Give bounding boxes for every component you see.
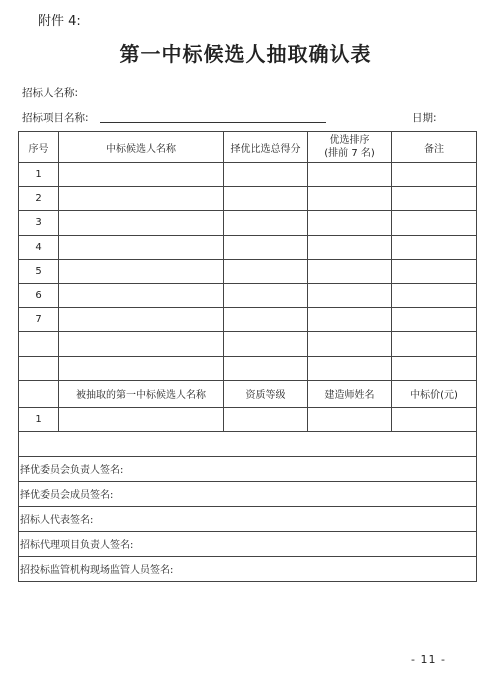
candidate-cell[interactable]: [59, 235, 224, 259]
col-header-drawn-candidate: 被抽取的第一中标候选人名称: [59, 380, 224, 407]
candidate-cell[interactable]: [59, 356, 224, 380]
remark-cell[interactable]: [392, 235, 477, 259]
table-row: [19, 259, 477, 283]
row-number: 2: [19, 187, 59, 211]
table-header-row: [19, 132, 477, 163]
rank-cell[interactable]: [308, 283, 392, 307]
remark-cell[interactable]: [392, 308, 477, 332]
blank-cell: [19, 431, 477, 456]
rank-cell[interactable]: [308, 332, 392, 356]
form-title: 第一中标候选人抽取确认表: [119, 42, 372, 66]
candidate-table: [18, 131, 477, 582]
signature-committee-head[interactable]: 择优委员会负责人签名:: [19, 456, 477, 481]
row-number: 7: [19, 308, 59, 332]
table-row: [19, 211, 477, 235]
remark-cell[interactable]: [392, 332, 477, 356]
col-header-rank-line1: 优选排序: [329, 135, 370, 146]
signature-agency-lead[interactable]: 招标代理项目负责人签名:: [19, 531, 477, 556]
page-number: - 11 -: [411, 653, 446, 666]
row-number: 1: [19, 163, 59, 187]
project-name-underline: [100, 122, 326, 123]
col-header-rank-line2: (排前 7 名): [324, 148, 375, 159]
date-label: 日期:: [412, 112, 437, 124]
col-header-qualification: 资质等级: [224, 380, 308, 407]
score-cell[interactable]: [224, 308, 308, 332]
table-row: [19, 283, 477, 307]
row-number: 4: [19, 235, 59, 259]
remark-cell[interactable]: [392, 163, 477, 187]
rank-cell[interactable]: [308, 259, 392, 283]
rank-cell[interactable]: [308, 187, 392, 211]
candidate-cell[interactable]: [59, 211, 224, 235]
table-row-empty: [19, 332, 477, 356]
rank-cell[interactable]: [308, 356, 392, 380]
score-cell[interactable]: [224, 187, 308, 211]
tenderer-name-label: 招标人名称:: [22, 87, 79, 99]
rank-cell[interactable]: [308, 163, 392, 187]
remark-cell[interactable]: [392, 283, 477, 307]
candidate-cell[interactable]: [59, 283, 224, 307]
signature-row: [19, 456, 477, 481]
score-cell[interactable]: [224, 283, 308, 307]
signature-row: [19, 506, 477, 531]
row-number-empty: [19, 356, 59, 380]
score-cell[interactable]: [224, 356, 308, 380]
attachment-label: 附件 4:: [38, 14, 81, 29]
signature-row: [19, 556, 477, 581]
candidate-cell[interactable]: [59, 163, 224, 187]
drawn-header-row: [19, 380, 477, 407]
price-cell[interactable]: [392, 407, 477, 431]
signature-row: [19, 531, 477, 556]
score-cell[interactable]: [224, 332, 308, 356]
col-header-rank: [308, 132, 392, 163]
qualification-cell[interactable]: [224, 407, 308, 431]
col-header-no: 序号: [19, 132, 59, 163]
score-cell[interactable]: [224, 259, 308, 283]
col-header-remark: 备注: [392, 132, 477, 163]
table-row: [19, 308, 477, 332]
table-row: [19, 163, 477, 187]
project-name-label: 招标项目名称:: [22, 112, 89, 124]
signature-row: [19, 481, 477, 506]
row-number: 1: [19, 407, 59, 431]
drawn-header-blank: [19, 380, 59, 407]
col-header-score: 择优比选总得分: [224, 132, 308, 163]
signature-supervisor[interactable]: 招投标监管机构现场监管人员签名:: [19, 556, 477, 581]
blank-row: [19, 431, 477, 456]
remark-cell[interactable]: [392, 259, 477, 283]
remark-cell[interactable]: [392, 211, 477, 235]
score-cell[interactable]: [224, 211, 308, 235]
candidate-cell[interactable]: [59, 187, 224, 211]
score-cell[interactable]: [224, 163, 308, 187]
drawn-row: [19, 407, 477, 431]
remark-cell[interactable]: [392, 187, 477, 211]
remark-cell[interactable]: [392, 356, 477, 380]
table-row-empty: [19, 356, 477, 380]
builder-cell[interactable]: [308, 407, 392, 431]
table-row: [19, 187, 477, 211]
rank-cell[interactable]: [308, 308, 392, 332]
row-number: 3: [19, 211, 59, 235]
signature-tenderer-rep[interactable]: 招标人代表签名:: [19, 506, 477, 531]
signature-committee-members[interactable]: 择优委员会成员签名:: [19, 481, 477, 506]
score-cell[interactable]: [224, 235, 308, 259]
col-header-builder: 建造师姓名: [308, 380, 392, 407]
row-number: 5: [19, 259, 59, 283]
candidate-cell[interactable]: [59, 332, 224, 356]
rank-cell[interactable]: [308, 211, 392, 235]
table-row: [19, 235, 477, 259]
candidate-cell[interactable]: [59, 308, 224, 332]
row-number-empty: [19, 332, 59, 356]
col-header-price: 中标价(元): [392, 380, 477, 407]
drawn-candidate-cell[interactable]: [59, 407, 224, 431]
col-header-candidate: 中标候选人名称: [59, 132, 224, 163]
candidate-cell[interactable]: [59, 259, 224, 283]
row-number: 6: [19, 283, 59, 307]
rank-cell[interactable]: [308, 235, 392, 259]
